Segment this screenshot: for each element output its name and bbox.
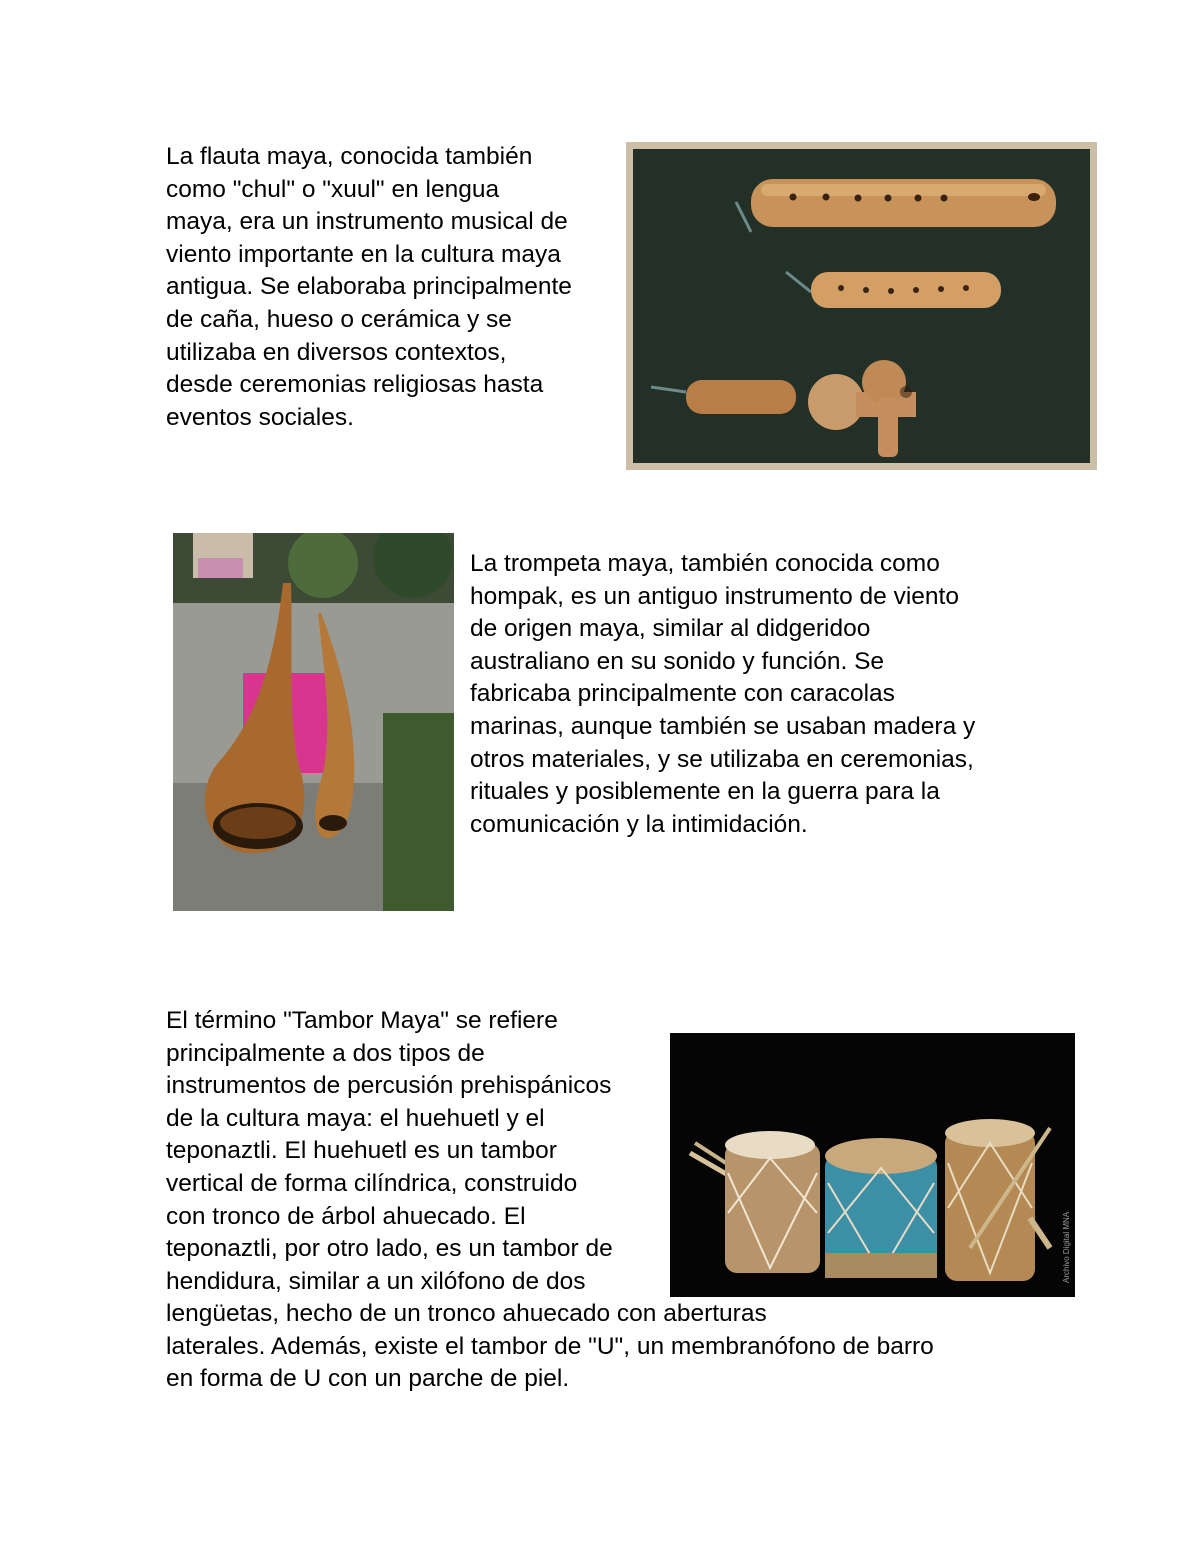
drum-paragraph-bottom: lengüetas, hecho de un tronco ahuecado con aberturas laterales. Además, existe el tambor de "U", un membranófono de barro en forma de U con un parche de piel.	[166, 1300, 934, 1393]
flute-photo	[626, 142, 1097, 470]
drum-paragraph-top: El término "Tambor Maya" se refiere principalmente a dos tipos de instrumentos de percusión prehispánicos de la cultura maya: el huehuetl y el teponaztli. El huehuetl es un tambor vertical de forma cilíndrica, construido con tronco de árbol ahuecado. El teponaztli, por otro lado, es un tambor de hendidura, similar a un xilófono de dos	[166, 1007, 613, 1295]
trumpet-paragraph: La trompeta maya, también conocida como hompak, es un antiguo instrumento de viento de origen maya, similar al didgeridoo australiano en su sonido y función. Se fabricaba principalmente con caracolas marinas, aunque también se usaban madera y otros materiales, y se utilizaba en ceremonias, rituales y posiblemente en la guerra para la comunicación y la intimidación.	[470, 550, 976, 838]
flute-paragraph: La flauta maya, conocida también como "chul" o "xuul" en lengua maya, era un instrumento musical de viento importante en la cultura maya antigua. Se elaboraba principalmente de caña, hueso o cerámica y se utilizaba en diversos contextos, desde ceremonias religiosas hasta eventos sociales.	[166, 143, 572, 431]
drum-photo-watermark: Archivo Digital MNA	[1062, 1211, 1071, 1283]
drum-photo	[670, 1033, 1075, 1297]
trumpet-photo	[173, 533, 454, 911]
